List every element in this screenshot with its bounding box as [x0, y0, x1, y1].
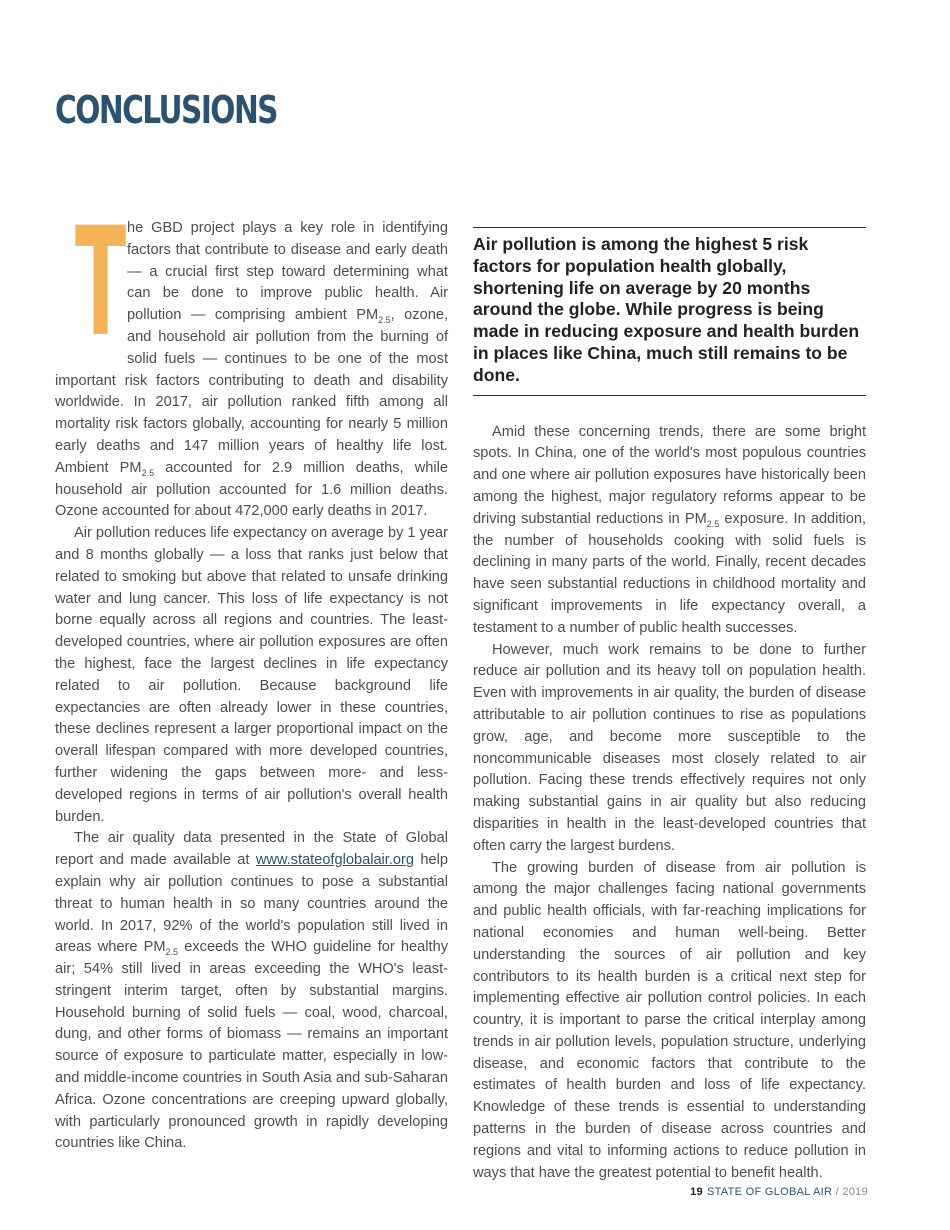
drop-cap: [75, 196, 127, 370]
right-column: [473, 227, 866, 1184]
left-column: [55, 196, 449, 1155]
page-footer: [690, 1186, 868, 1198]
paragraph-text: exceeds the WHO guideline for healthy air; 54% still lived in areas exceeding the WHO's least-stringent interim target, often by substantial margins. Household burning of solid fuels — coal, wood, charcoal, dung, and other forms of biomass — remains an important source of exposure to particulate matter, especially in low- and middle-income countries in South Asia and sub-Saharan Africa. Ozone concentrations are creeping upward globally, with particularly pronounced growth in rapidly developing countries like China.: [55, 939, 448, 1152]
subscript: 2.5: [141, 467, 155, 478]
publication-name: STATE OF GLOBAL AIR: [706, 1186, 833, 1198]
state-of-global-air-link[interactable]: www.stateofglobalair.org: [255, 852, 414, 869]
paragraph-text: , ozone, and household air pollution from the burning of solid fuels — continues to be one of the most important risk factors contributing to death and disability worldwide. In 2017, air pollution ranked fifth among all mortality risk factors globally, accounting for nearly 5 million early deaths and 147 million years of healthy life lost. Ambient PM: [55, 307, 448, 476]
footer-separator: /: [832, 1186, 843, 1198]
paragraph-text: The air quality data presented in the State of Global report and made available at: [55, 830, 448, 869]
paragraph-text: help explain why air pollution continues to pose a substantial threat to human health in so many countries around the world. In 2017, 92% of the world's population still lived in areas where PM: [55, 852, 449, 956]
paragraph: [55, 828, 448, 1155]
paragraph-text: accounted for 2.9 million deaths, while household air pollution accounted for 1.6 million deaths. Ozone accounted for about 472,000 early deaths in 2017.: [55, 459, 448, 520]
paragraph: [55, 196, 448, 523]
drop-cap-letter: T: [75, 196, 127, 370]
subscript: 2.5: [378, 315, 391, 326]
paragraph: [473, 422, 866, 640]
publication-year: 2019: [842, 1186, 868, 1198]
subscript: 2.5: [165, 947, 179, 958]
page-title: CONCLUSIONS: [55, 88, 277, 132]
paragraph: Air pollution reduces life expectancy on average by 1 year and 8 months globally — a loss that ranks just below that related to smoking but above that related to unsafe drinking water and lung cancer. This loss of life expectancy is not borne equally across all regions and countries. The least-developed countries, where air pollution exposures are often the highest, face the largest declines in life expectancy related to air pollution. Because background life expectancies are often already lower in these countries, these declines represent a larger proportional impact on the overall lifespan compared with more developed countries, further widening the gaps between more- and less-developed regions in terms of air pollution's overall health burden.: [55, 525, 448, 825]
paragraph-text: exposure. In addition, the number of households cooking with solid fuels is declining in many parts of the world. Finally, recent decades have seen substantial reductions in childhood mortality and significant improvements in life expectancy overall, a testament to a number of public health successes.: [473, 510, 866, 636]
paragraph: The growing burden of disease from air pollution is among the major challenges facing national governments and public health officials, with far-reaching implications for national economies and human well-being. Better understanding the sources of air pollution and key contributors to its health burden is a critical next step for implementing effective air pollution control policies. In each country, it is important to parse the critical interplay among trends in air pollution levels, population structure, underlying disease, and economic factors that contribute to the estimates of health burden and loss of life expectancy. Knowledge of these trends is essential to understanding patterns in the burden of disease across countries and regions and vital to informing actions to reduce pollution in ways that have the greatest potential to benefit health.: [473, 859, 866, 1181]
subscript: 2.5: [706, 518, 720, 529]
paragraph-text: Amid these concerning trends, there are some bright spots. In China, one of the world's most populous countries and one where air pollution exposures have historically been among the highest, major regulatory reforms appear to be driving substantial reductions in PM: [473, 423, 866, 527]
page-number: 19: [690, 1186, 703, 1198]
paragraph-text: he GBD project plays a key role in identifying factors that contribute to disease and early death — a crucial first step toward determining what can be done to improve public health. Air pollution — comprising ambient PM: [127, 220, 448, 324]
paragraph: However, much work remains to be done to further reduce air pollution and its heavy toll on population health. Even with improvements in air quality, the burden of disease attributable to air pollution continues to rise as populations grow, age, and become more susceptible to the noncommunicable diseases most closely related to air pollution. Facing these trends effectively requires not only making substantial gains in air quality but also reducing disparities in health in the least-developed countries that often carry the largest burdens.: [473, 641, 866, 854]
pull-quote: Air pollution is among the highest 5 risk factors for population health globally, shortening life on average by 20 months around the globe. While progress is being made in reducing exposure and health burden in places like China, much still remains to be done.: [473, 227, 866, 396]
